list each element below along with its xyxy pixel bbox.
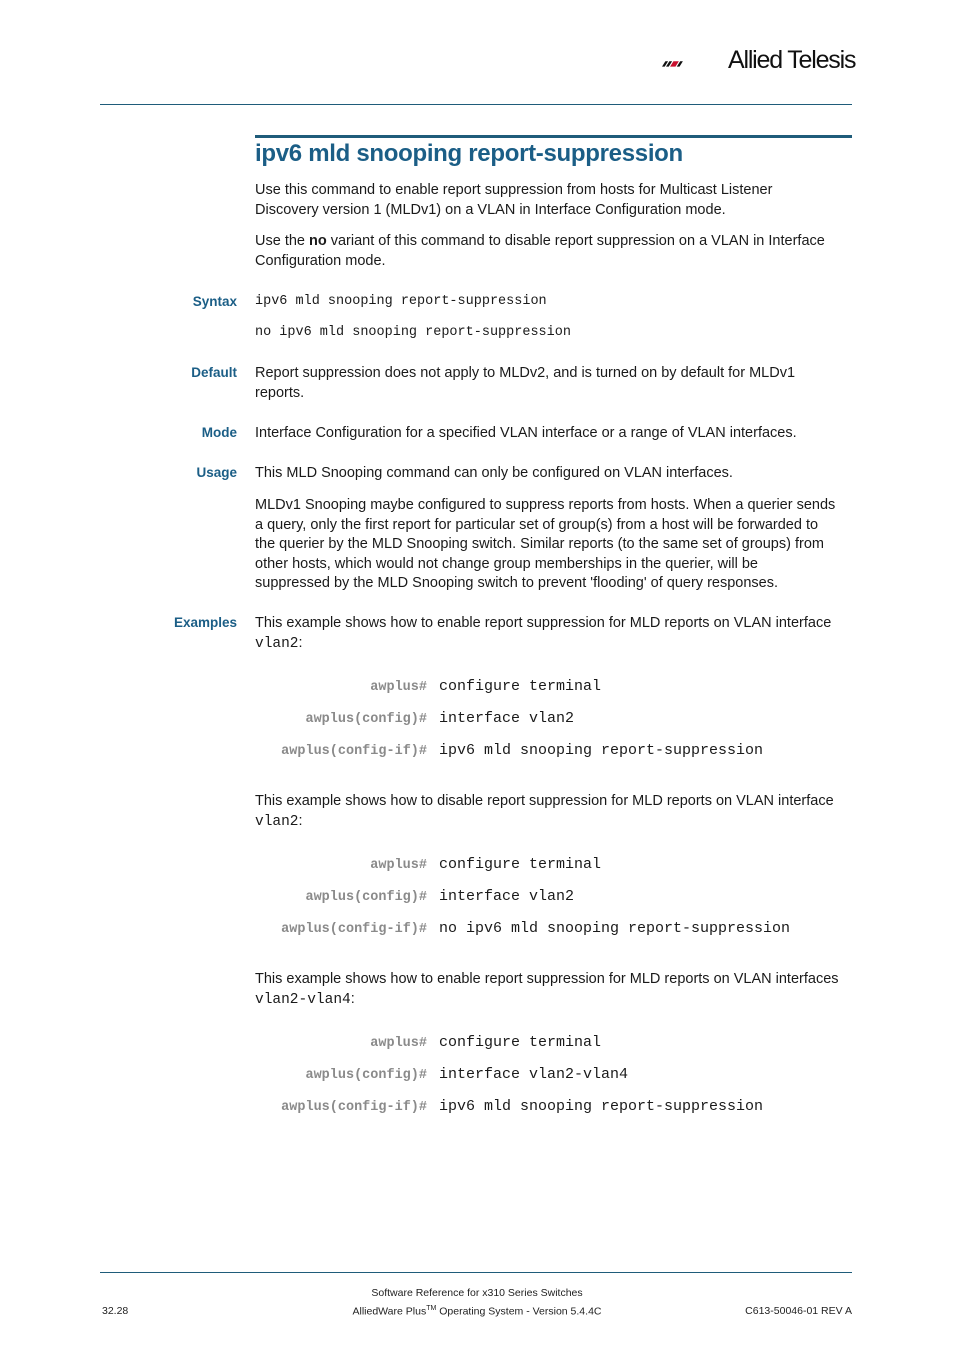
cli-prompt: awplus(config-if)# bbox=[281, 922, 427, 937]
mode-text: Interface Configuration for a specified VLAN interface or a range of VLAN interfaces. bbox=[255, 425, 797, 441]
cli-command: no ipv6 mld snooping report-suppression bbox=[439, 920, 791, 937]
usage-line: MLDv1 Snooping maybe configured to suppress reports from hosts. When a querier sends bbox=[255, 497, 836, 513]
header-rule bbox=[100, 104, 852, 105]
syntax-line: ipv6 mld snooping report-suppression bbox=[255, 294, 547, 309]
cli-prompt: awplus# bbox=[370, 680, 427, 695]
usage-text-1: This MLD Snooping command can only be configured on VLAN interfaces. bbox=[255, 465, 733, 481]
brand-name: Allied Telesis bbox=[728, 46, 856, 74]
intro-text: variant of this command to disable report suppression on a VLAN in Interface bbox=[326, 233, 825, 249]
cli-command: ipv6 mld snooping report-suppression bbox=[439, 742, 764, 759]
example-target: vlan2-vlan4 bbox=[255, 991, 351, 1008]
intro-line: Discovery version 1 (MLDv1) on a VLAN in Interface Configuration mode. bbox=[255, 201, 726, 218]
cli-command: interface vlan2 bbox=[439, 888, 575, 905]
default-line: reports. bbox=[255, 384, 305, 401]
usage-label: Usage bbox=[196, 465, 237, 480]
cli-prompt: awplus(config)# bbox=[305, 890, 427, 905]
cli-command: interface vlan2 bbox=[439, 710, 575, 727]
example-desc-text: This example shows how to enable report suppression for MLD reports on VLAN interface bbox=[255, 615, 832, 631]
example-desc-text: This example shows how to enable report suppression for MLD reports on VLAN interfaces bbox=[255, 971, 839, 987]
cli-command: interface vlan2-vlan4 bbox=[439, 1066, 629, 1083]
cli-prompt: awplus(config-if)# bbox=[281, 744, 427, 759]
intro-line: Use this command to enable report suppression from hosts for Multicast Listener bbox=[255, 182, 773, 198]
usage-line: suppressed by the MLD Snooping switch to prevent 'flooding' of query responses. bbox=[255, 575, 779, 591]
examples-label: Examples bbox=[173, 615, 237, 630]
footer-product-name: AlliedWare Plus bbox=[352, 1305, 427, 1318]
cli-command: configure terminal bbox=[439, 856, 602, 873]
cli-prompt: awplus(config)# bbox=[305, 1068, 427, 1083]
intro-line: Configuration mode. bbox=[255, 252, 386, 269]
intro-paragraph-1 bbox=[255, 181, 855, 220]
intro-text: Use the bbox=[255, 233, 309, 249]
title-rule bbox=[255, 135, 852, 138]
cli-prompt: awplus(config-if)# bbox=[281, 1100, 427, 1115]
cli-command: ipv6 mld snooping report-suppression bbox=[439, 1098, 764, 1115]
cli-prompt: awplus(config)# bbox=[305, 712, 427, 727]
example-suffix: : bbox=[298, 634, 303, 651]
page-title: ipv6 mld snooping report-suppression bbox=[255, 140, 683, 167]
footer-version: Operating System - Version 5.4.4C bbox=[436, 1305, 602, 1318]
default-line: Report suppression does not apply to MLDv2, and is turned on by default for MLDv1 bbox=[255, 365, 796, 381]
example-suffix: : bbox=[350, 990, 355, 1007]
default-text bbox=[255, 364, 855, 403]
example-suffix: : bbox=[298, 812, 303, 829]
cli-command: configure terminal bbox=[439, 678, 602, 695]
footer-title: Software Reference for x310 Series Switches bbox=[371, 1287, 583, 1299]
allied-telesis-logo-mark bbox=[662, 54, 728, 76]
document-id: C613-50046-01 REV A bbox=[745, 1305, 852, 1317]
example-description bbox=[255, 970, 855, 1010]
mode-label: Mode bbox=[201, 425, 237, 440]
example-target: vlan2 bbox=[255, 635, 299, 652]
example-desc-text: This example shows how to disable report suppression for MLD reports on VLAN interface bbox=[255, 793, 834, 809]
cli-prompt: awplus# bbox=[370, 858, 427, 873]
example-target: vlan2 bbox=[255, 813, 299, 830]
cli-prompt: awplus# bbox=[370, 1036, 427, 1051]
intro-paragraph-2 bbox=[255, 232, 855, 271]
usage-line: the querier by the MLD Snooping switch. Similar reports (to the same set of groups) from bbox=[255, 536, 824, 552]
page-number: 32.28 bbox=[102, 1305, 129, 1317]
default-label: Default bbox=[191, 365, 237, 380]
example-description bbox=[255, 792, 855, 832]
cli-command: configure terminal bbox=[439, 1034, 602, 1051]
trademark-mark: TM bbox=[426, 1305, 437, 1312]
usage-text-2 bbox=[255, 496, 855, 594]
usage-line: a query, only the first report for particular set of group(s) from a host will be forwarded to bbox=[255, 516, 819, 533]
example-description bbox=[255, 614, 855, 654]
syntax-label: Syntax bbox=[192, 294, 237, 309]
usage-line: other hosts, which would not change group memberships in the querier, will be bbox=[255, 555, 758, 572]
syntax-line: no ipv6 mld snooping report-suppression bbox=[255, 325, 571, 340]
footer-rule bbox=[100, 1272, 852, 1273]
no-keyword: no bbox=[309, 233, 327, 249]
